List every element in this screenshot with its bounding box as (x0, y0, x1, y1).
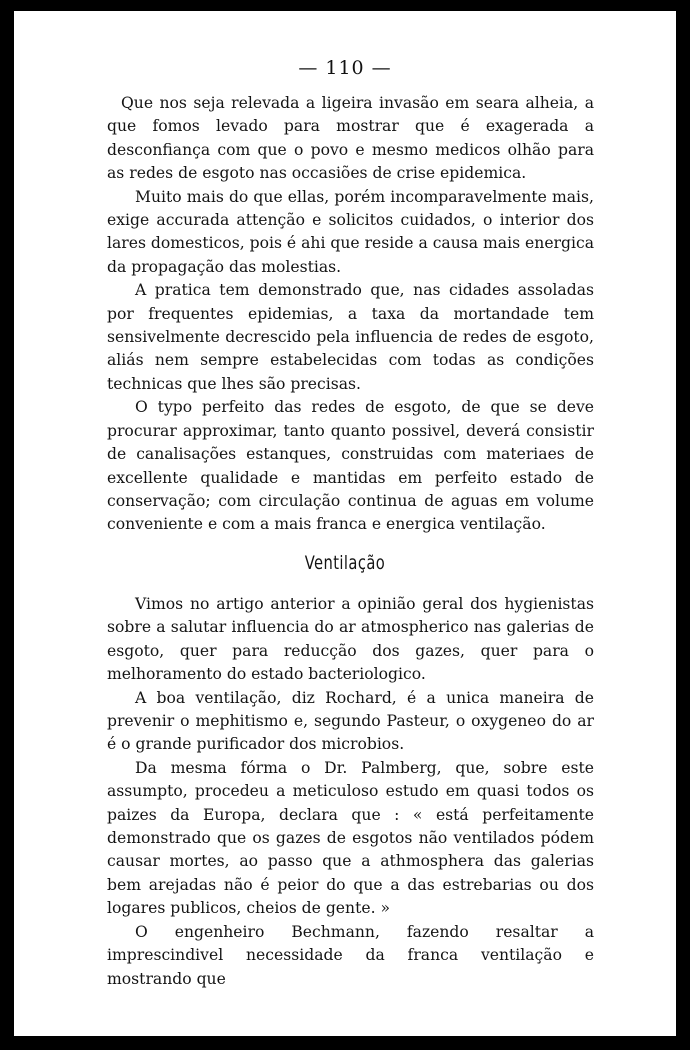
document-page (14, 11, 676, 1036)
paragraph: Muito mais do que ellas, porém incomparavelmente mais, exige accurada attenção e solicitos cuidados, o interior dos lares domesticos, pois é ahi que reside a causa mais energica da propagação das molestias. (107, 187, 595, 276)
paragraph: O typo perfeito das redes de esgoto, de que se deve procurar approximar, tanto quanto possivel, deverá consistir de canalisações estanques, construidas com materiaes de excellente qualidade e mantidas em perfeito estado de conservação; com circulação continua de aguas em volume conveniente e com a mais franca e energica ventilação. (107, 398, 594, 534)
paragraph: O engenheiro Bechmann, fazendo resaltar a imprescindivel necessidade da franca ventilação e mostrando que (107, 922, 594, 988)
text-block-bottom (107, 593, 594, 991)
paragraph: Vimos no artigo anterior a opinião geral dos hygienistas sobre a salutar influencia do ar atmospherico nas galerias de esgoto, quer para reducção dos gazes, quer para o melhoramento do estado bacteriologico. (107, 595, 594, 684)
paragraph: Da mesma fórma o Dr. Palmberg, que, sobre este assumpto, procedeu a meticuloso estudo em quasi todos os paizes da Europa, declara que : « está perfeitamente demonstrado que os gazes de esgotos não ventilados pódem causar mortes, ao passo que a athmosphera das galerias bem arejadas não é peior do que a das estrebarias ou dos logares publicos, cheios de gente. » (107, 758, 594, 918)
text-block-top (107, 92, 594, 537)
section-heading: Ventilação (304, 552, 386, 574)
paragraph: A boa ventilação, diz Rochard, é a unica maneira de prevenir o mephitismo e, segundo Pasteur, o oxygeneo do ar é o grande purificador dos microbios. (107, 688, 594, 754)
page-number: — 110 — (298, 57, 392, 79)
paragraph: Que nos seja relevada a ligeira invasão em seara alheia, a que fomos levado para mostrar que é exagerada a desconfiança com que o povo e mesmo medicos olhão para as redes de esgoto nas occasiões de crise epidemica. (107, 94, 594, 183)
paragraph: A pratica tem demonstrado que, nas cidades assoladas por frequentes epidemias, a taxa da mortandade tem sensivelmente decrescido pela influencia de redes de esgoto, aliás nem sempre estabelecidas com todas as condições technicas que lhes são precisas. (107, 281, 594, 393)
